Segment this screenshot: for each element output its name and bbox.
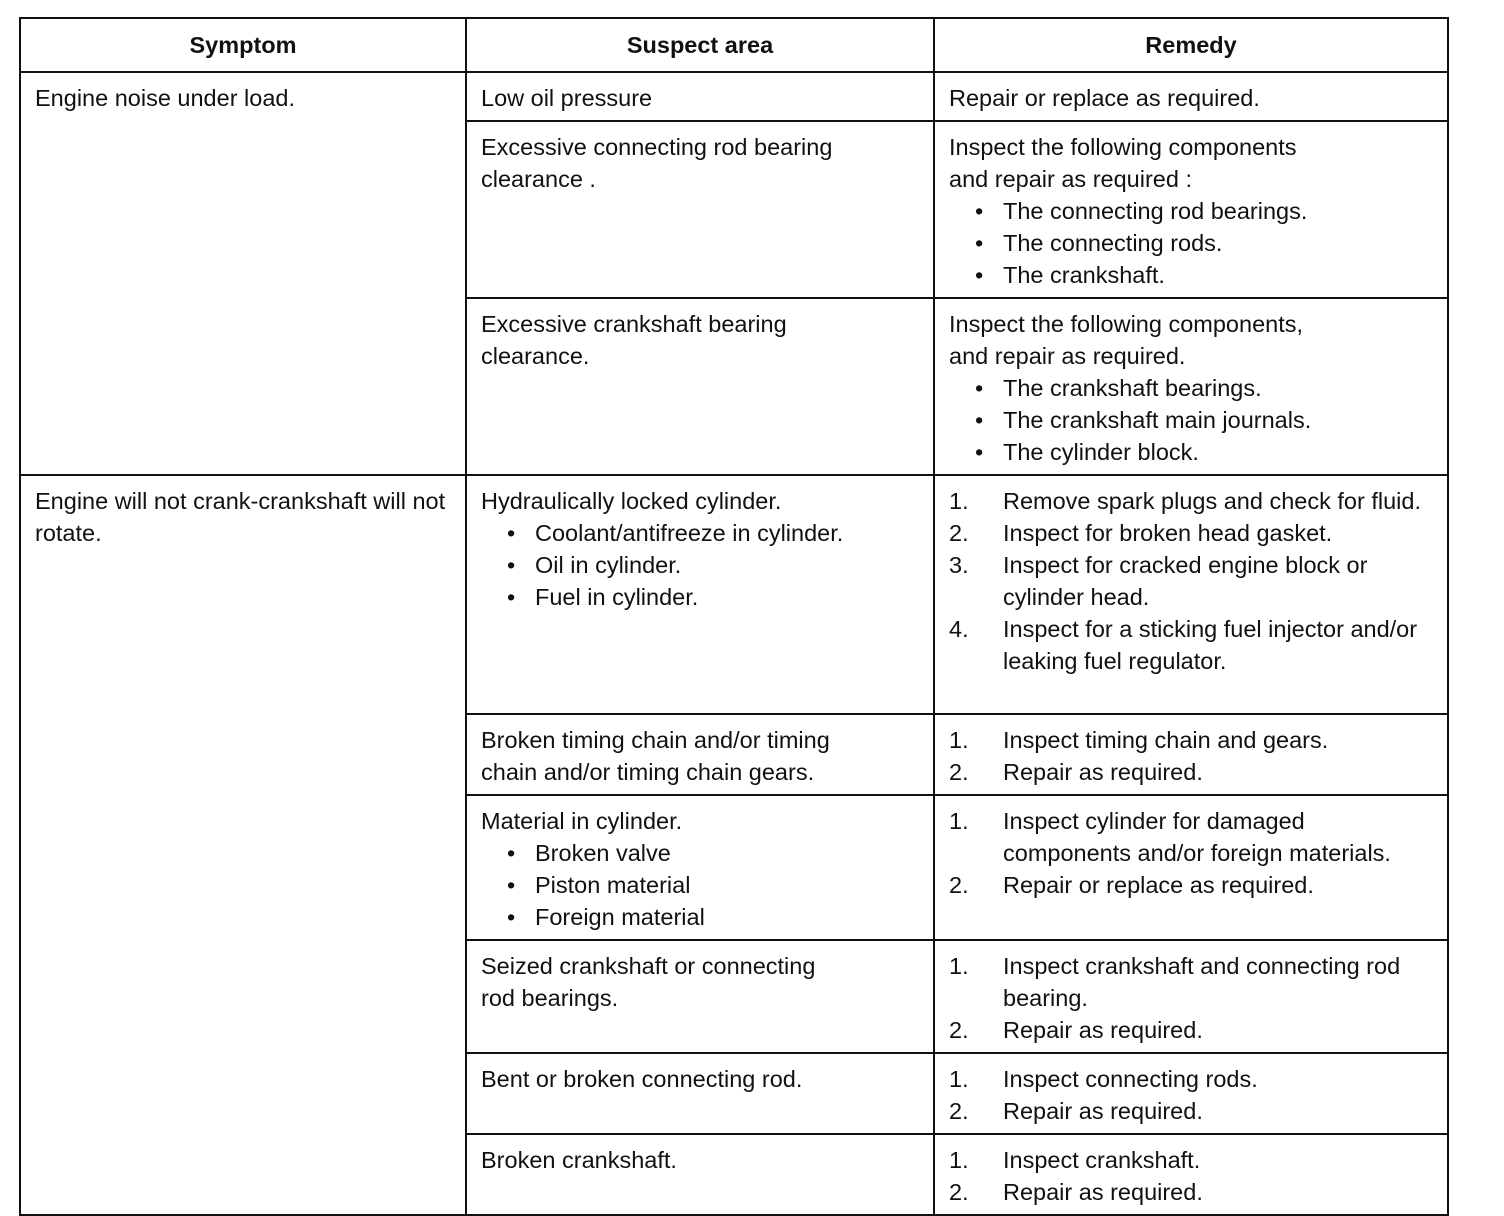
step-number: 1.	[949, 1147, 969, 1173]
list-item: • Fuel in cylinder.	[507, 581, 919, 613]
step-text: Inspect for broken head gasket.	[1003, 520, 1333, 546]
remedy-text-line: Inspect the following components	[949, 134, 1297, 160]
remedy-step-list	[949, 950, 1433, 1046]
list-item	[949, 869, 1433, 901]
list-item	[949, 517, 1433, 549]
header-symptom: Symptom	[20, 18, 466, 72]
remedy-step-list	[949, 1144, 1433, 1208]
suspect-area-cell	[466, 475, 934, 714]
header-remedy: Remedy	[934, 18, 1448, 72]
list-item: • Broken valve	[507, 837, 919, 869]
list-item: • The crankshaft bearings.	[975, 372, 1433, 404]
remedy-bullet-list	[949, 372, 1433, 468]
remedy-cell	[934, 1134, 1448, 1215]
list-item	[949, 724, 1433, 756]
step-number: 2.	[949, 1179, 969, 1205]
suspect-area-cell	[466, 1134, 934, 1215]
step-text: Inspect for a sticking fuel injector and/or leaking fuel regulator.	[1003, 616, 1418, 674]
suspect-text-line: clearance.	[481, 343, 590, 369]
suspect-area-cell	[466, 940, 934, 1053]
remedy-cell	[934, 940, 1448, 1053]
remedy-cell	[934, 72, 1448, 121]
step-number: 1.	[949, 727, 969, 753]
suspect-text-line: chain and/or timing chain gears.	[481, 759, 815, 785]
list-item	[949, 805, 1433, 869]
suspect-area-cell	[466, 298, 934, 475]
step-text: Remove spark plugs and check for fluid.	[1003, 488, 1421, 514]
list-item: • Foreign material	[507, 901, 919, 933]
step-text: Repair as required.	[1003, 759, 1203, 785]
remedy-cell	[934, 475, 1448, 714]
list-item	[949, 613, 1433, 677]
remedy-cell	[934, 714, 1448, 795]
list-item: • The connecting rod bearings.	[975, 195, 1433, 227]
list-item: • The crankshaft.	[975, 259, 1433, 291]
step-text: Inspect for cracked engine block or cylinder head.	[1003, 552, 1368, 610]
step-text: Repair as required.	[1003, 1017, 1203, 1043]
list-item	[949, 950, 1433, 1014]
suspect-text-line: Bent or broken connecting rod.	[481, 1066, 803, 1092]
list-item: • The connecting rods.	[975, 227, 1433, 259]
step-number: 2.	[949, 520, 969, 546]
remedy-cell	[934, 121, 1448, 298]
suspect-area-cell	[466, 1053, 934, 1134]
suspect-bullet-list	[481, 517, 919, 613]
list-item: • The crankshaft main journals.	[975, 404, 1433, 436]
remedy-text-line: and repair as required :	[949, 166, 1192, 192]
suspect-text-line: Excessive connecting rod bearing	[481, 134, 833, 160]
suspect-area-cell	[466, 795, 934, 940]
suspect-text-line: Hydraulically locked cylinder.	[481, 488, 782, 514]
step-text: Repair as required.	[1003, 1179, 1203, 1205]
suspect-text-line: Broken crankshaft.	[481, 1147, 677, 1173]
remedy-text-line: and repair as required.	[949, 343, 1186, 369]
list-item	[949, 1095, 1433, 1127]
header-row	[20, 18, 1448, 72]
list-item	[949, 1144, 1433, 1176]
list-item	[949, 485, 1433, 517]
step-number: 2.	[949, 1098, 969, 1124]
symptom-cell: Engine will not crank-crankshaft will not rotate.	[20, 475, 466, 1215]
remedy-cell	[934, 795, 1448, 940]
step-text: Repair as required.	[1003, 1098, 1203, 1124]
suspect-text-line: Broken timing chain and/or timing	[481, 727, 830, 753]
list-item	[949, 549, 1433, 613]
suspect-area-cell	[466, 121, 934, 298]
step-number: 3.	[949, 552, 969, 578]
suspect-text-line: Low oil pressure	[481, 85, 653, 111]
list-item: • Piston material	[507, 869, 919, 901]
step-number: 2.	[949, 1017, 969, 1043]
remedy-step-list	[949, 485, 1433, 677]
list-item: • The cylinder block.	[975, 436, 1433, 468]
header-suspect-area: Suspect area	[466, 18, 934, 72]
list-item	[949, 1176, 1433, 1208]
list-item	[949, 1014, 1433, 1046]
suspect-text-line: clearance .	[481, 166, 596, 192]
symptom-cell: Engine noise under load.	[20, 72, 466, 475]
step-number: 1.	[949, 488, 969, 514]
suspect-area-cell	[466, 72, 934, 121]
suspect-text-line: Seized crankshaft or connecting	[481, 953, 816, 979]
suspect-bullet-list	[481, 837, 919, 933]
remedy-step-list	[949, 724, 1433, 788]
table-row	[20, 475, 1448, 714]
list-item: • Oil in cylinder.	[507, 549, 919, 581]
suspect-text-line: Material in cylinder.	[481, 808, 683, 834]
suspect-text-line: rod bearings.	[481, 985, 619, 1011]
step-text: Inspect connecting rods.	[1003, 1066, 1258, 1092]
step-number: 2.	[949, 872, 969, 898]
list-item: • Coolant/antifreeze in cylinder.	[507, 517, 919, 549]
remedy-step-list	[949, 805, 1433, 901]
step-text: Inspect crankshaft and connecting rod bearing.	[1003, 953, 1401, 1011]
step-number: 1.	[949, 808, 969, 834]
list-item	[949, 1063, 1433, 1095]
table-row	[20, 72, 1448, 121]
suspect-area-cell	[466, 714, 934, 795]
troubleshooting-table	[19, 17, 1449, 1216]
step-text: Inspect cylinder for damaged components and/or foreign materials.	[1003, 808, 1391, 866]
remedy-text-line: Repair or replace as required.	[949, 85, 1260, 111]
step-text: Repair or replace as required.	[1003, 872, 1314, 898]
remedy-bullet-list	[949, 195, 1433, 291]
step-number: 2.	[949, 759, 969, 785]
remedy-step-list	[949, 1063, 1433, 1127]
step-number: 1.	[949, 1066, 969, 1092]
list-item	[949, 756, 1433, 788]
step-number: 4.	[949, 616, 969, 642]
remedy-cell	[934, 298, 1448, 475]
remedy-text-line: Inspect the following components,	[949, 311, 1304, 337]
step-text: Inspect crankshaft.	[1003, 1147, 1201, 1173]
suspect-text-line: Excessive crankshaft bearing	[481, 311, 787, 337]
step-number: 1.	[949, 953, 969, 979]
remedy-cell	[934, 1053, 1448, 1134]
step-text: Inspect timing chain and gears.	[1003, 727, 1329, 753]
